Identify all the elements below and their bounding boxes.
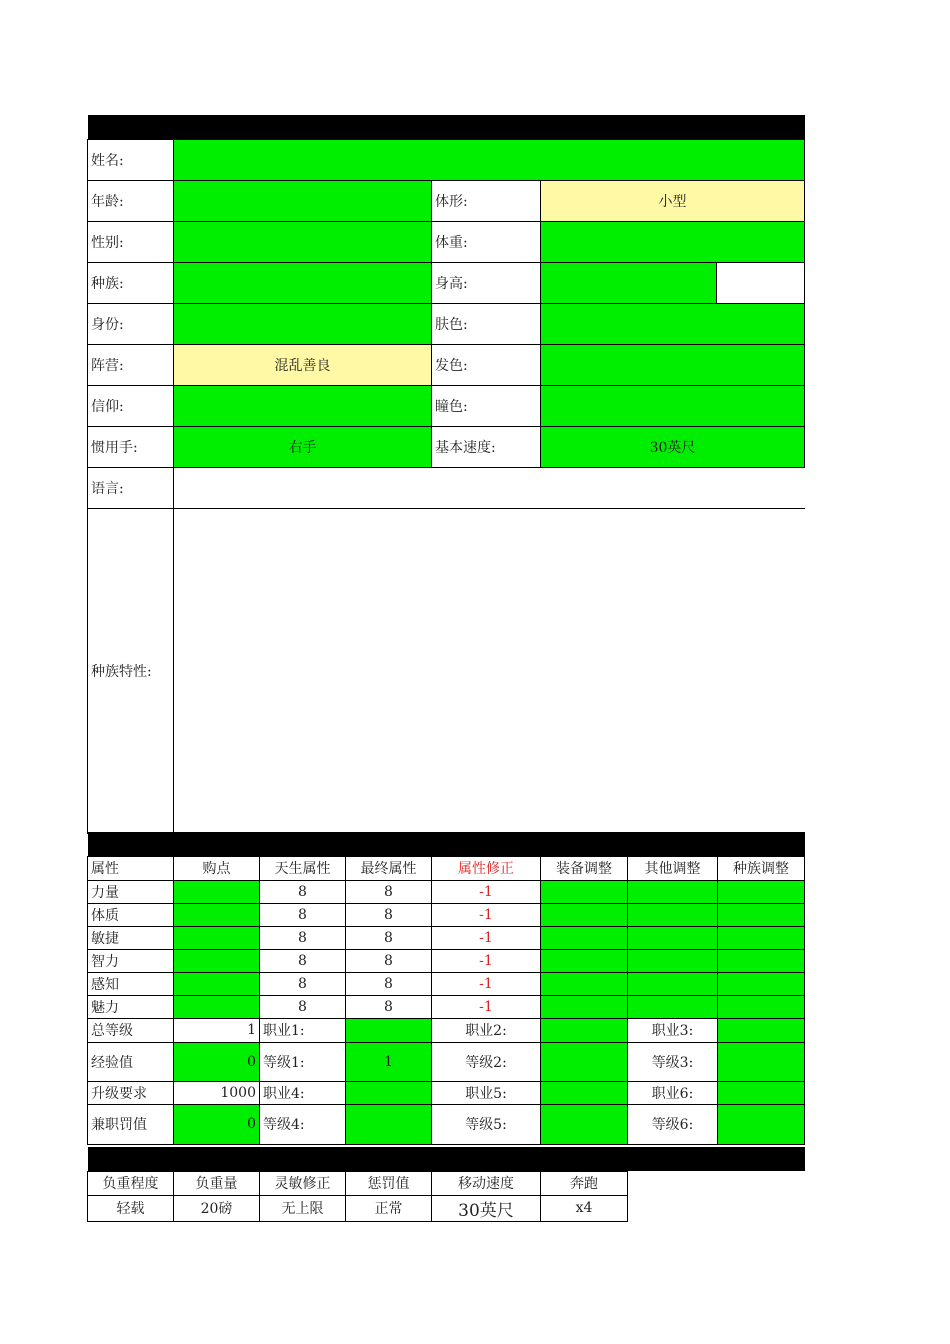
attribute-name: 敏捷	[88, 926, 174, 949]
col-equipment: 装备调整	[541, 856, 628, 880]
level5-field[interactable]	[541, 1104, 628, 1144]
xp-label: 经验值	[88, 1042, 174, 1081]
race-cell[interactable]	[718, 926, 805, 949]
equipment-cell[interactable]	[541, 949, 628, 972]
attribute-name: 智力	[88, 949, 174, 972]
height-unit-field[interactable]	[717, 262, 805, 303]
table-row	[88, 880, 805, 903]
level1-field[interactable]: 1	[346, 1042, 432, 1081]
buy-cell[interactable]	[174, 903, 260, 926]
level4-label: 等级4:	[260, 1104, 346, 1144]
modifier-cell: -1	[432, 880, 541, 903]
equipment-cell[interactable]	[541, 972, 628, 995]
dex-modifier-value: 无上限	[260, 1195, 346, 1221]
attributes-section	[87, 832, 804, 1145]
attributes-header-bar	[88, 832, 805, 856]
table-row	[88, 926, 805, 949]
eye-label: 瞳色:	[432, 385, 541, 426]
run-value: x4	[541, 1195, 628, 1221]
class1-field[interactable]	[346, 1018, 432, 1042]
gender-label: 性别:	[88, 221, 174, 262]
attributes-table	[87, 832, 805, 1145]
level3-label: 等级3:	[628, 1042, 718, 1081]
hair-label: 发色:	[432, 344, 541, 385]
table-row	[88, 972, 805, 995]
level4-field[interactable]	[346, 1104, 432, 1144]
faith-field[interactable]	[174, 385, 432, 426]
equipment-cell[interactable]	[541, 903, 628, 926]
multiclass-penalty-field[interactable]: 0	[174, 1104, 260, 1144]
xp-field[interactable]: 0	[174, 1042, 260, 1081]
language-label: 语言:	[88, 467, 174, 508]
class5-label: 职业5:	[432, 1081, 541, 1104]
buy-cell[interactable]	[174, 995, 260, 1018]
gender-field[interactable]	[174, 221, 432, 262]
identity-field[interactable]	[174, 303, 432, 344]
age-label: 年龄:	[88, 180, 174, 221]
age-field[interactable]	[174, 180, 432, 221]
class4-label: 职业4:	[260, 1081, 346, 1104]
height-label: 身高:	[432, 262, 541, 303]
traits-field[interactable]	[174, 508, 805, 834]
character-sheet	[87, 115, 804, 834]
table-row	[88, 949, 805, 972]
class5-field[interactable]	[541, 1081, 628, 1104]
skin-field[interactable]	[541, 303, 805, 344]
modifier-cell: -1	[432, 995, 541, 1018]
col-race: 种族调整	[718, 856, 805, 880]
other-cell[interactable]	[628, 995, 718, 1018]
class3-label: 职业3:	[628, 1018, 718, 1042]
innate-cell: 8	[260, 972, 346, 995]
innate-cell: 8	[260, 926, 346, 949]
traits-label: 种族特性:	[88, 508, 174, 834]
empty-cell	[628, 1195, 805, 1221]
speed-field[interactable]: 30英尺	[541, 426, 805, 467]
attribute-name: 魅力	[88, 995, 174, 1018]
buy-cell[interactable]	[174, 880, 260, 903]
modifier-cell: -1	[432, 949, 541, 972]
final-cell: 8	[346, 880, 432, 903]
buy-cell[interactable]	[174, 926, 260, 949]
load-level-value: 轻载	[88, 1195, 174, 1221]
table-row	[88, 903, 805, 926]
level1-label: 等级1:	[260, 1042, 346, 1081]
skin-label: 肤色:	[432, 303, 541, 344]
race-cell[interactable]	[718, 880, 805, 903]
innate-cell: 8	[260, 880, 346, 903]
class4-field[interactable]	[346, 1081, 432, 1104]
col-load-level: 负重程度	[88, 1171, 174, 1195]
levels-row	[88, 1018, 805, 1042]
basic-info-table	[87, 115, 805, 834]
hair-field[interactable]	[541, 344, 805, 385]
levels-row	[88, 1081, 805, 1104]
col-modifier: 属性修正	[432, 856, 541, 880]
name-label: 姓名:	[88, 139, 174, 180]
level5-label: 等级5:	[432, 1104, 541, 1144]
alignment-label: 阵营:	[88, 344, 174, 385]
levels-row	[88, 1104, 805, 1144]
col-buy: 购点	[174, 856, 260, 880]
table-row	[88, 995, 805, 1018]
header-bar	[88, 115, 805, 139]
equipment-cell[interactable]	[541, 995, 628, 1018]
innate-cell: 8	[260, 995, 346, 1018]
level2-field[interactable]	[541, 1042, 628, 1081]
name-field[interactable]	[174, 139, 805, 180]
final-cell: 8	[346, 926, 432, 949]
load-header-row	[88, 1171, 805, 1195]
race-cell[interactable]	[718, 903, 805, 926]
other-cell[interactable]	[628, 880, 718, 903]
attributes-header-row	[88, 856, 805, 880]
race-cell[interactable]	[718, 995, 805, 1018]
level3-field[interactable]	[718, 1042, 805, 1081]
eye-field[interactable]	[541, 385, 805, 426]
class6-label: 职业6:	[628, 1081, 718, 1104]
col-other: 其他调整	[628, 856, 718, 880]
race-cell[interactable]	[718, 949, 805, 972]
height-field[interactable]	[541, 262, 717, 303]
col-final: 最终属性	[346, 856, 432, 880]
other-cell[interactable]	[628, 949, 718, 972]
attribute-name: 感知	[88, 972, 174, 995]
other-cell[interactable]	[628, 926, 718, 949]
total-level-value: 1	[174, 1018, 260, 1042]
speed-label: 基本速度:	[432, 426, 541, 467]
class2-label: 职业2:	[432, 1018, 541, 1042]
total-level-label: 总等级	[88, 1018, 174, 1042]
requirement-value: 1000	[174, 1081, 260, 1104]
class3-field[interactable]	[718, 1018, 805, 1042]
equipment-cell[interactable]	[541, 880, 628, 903]
modifier-cell: -1	[432, 926, 541, 949]
col-move-speed: 移动速度	[432, 1171, 541, 1195]
weight-field[interactable]	[541, 221, 805, 262]
innate-cell: 8	[260, 903, 346, 926]
penalty-value: 正常	[346, 1195, 432, 1221]
multiclass-penalty-label: 兼职罚值	[88, 1104, 174, 1144]
col-innate: 天生属性	[260, 856, 346, 880]
col-load-amount: 负重量	[174, 1171, 260, 1195]
faith-label: 信仰:	[88, 385, 174, 426]
other-cell[interactable]	[628, 903, 718, 926]
weight-label: 体重:	[432, 221, 541, 262]
col-attribute: 属性	[88, 856, 174, 880]
col-penalty: 惩罚值	[346, 1171, 432, 1195]
alignment-field[interactable]: 混乱善良	[174, 344, 432, 385]
buy-cell[interactable]	[174, 949, 260, 972]
size-label: 体形:	[432, 180, 541, 221]
race-label: 种族:	[88, 262, 174, 303]
levels-row	[88, 1042, 805, 1081]
load-table	[87, 1147, 805, 1222]
attribute-name: 体质	[88, 903, 174, 926]
class2-field[interactable]	[541, 1018, 628, 1042]
class6-field[interactable]	[718, 1081, 805, 1104]
race-cell[interactable]	[718, 972, 805, 995]
equipment-cell[interactable]	[541, 926, 628, 949]
requirement-label: 升级要求	[88, 1081, 174, 1104]
final-cell: 8	[346, 903, 432, 926]
load-amount-value: 20磅	[174, 1195, 260, 1221]
identity-label: 身份:	[88, 303, 174, 344]
level2-label: 等级2:	[432, 1042, 541, 1081]
other-cell[interactable]	[628, 972, 718, 995]
load-header-bar	[88, 1147, 805, 1171]
col-run: 奔跑	[541, 1171, 628, 1195]
size-field[interactable]: 小型	[541, 180, 805, 221]
innate-cell: 8	[260, 949, 346, 972]
attribute-name: 力量	[88, 880, 174, 903]
hand-label: 惯用手:	[88, 426, 174, 467]
move-speed-value: 30英尺	[432, 1195, 541, 1221]
buy-cell[interactable]	[174, 972, 260, 995]
final-cell: 8	[346, 995, 432, 1018]
col-dex-modifier: 灵敏修正	[260, 1171, 346, 1195]
empty-cell	[628, 1171, 805, 1195]
load-values-row	[88, 1195, 805, 1221]
level6-label: 等级6:	[628, 1104, 718, 1144]
modifier-cell: -1	[432, 972, 541, 995]
race-field[interactable]	[174, 262, 432, 303]
final-cell: 8	[346, 972, 432, 995]
hand-field[interactable]: 右手	[174, 426, 432, 467]
modifier-cell: -1	[432, 903, 541, 926]
language-field[interactable]	[174, 467, 805, 508]
final-cell: 8	[346, 949, 432, 972]
level6-field[interactable]	[718, 1104, 805, 1144]
load-section	[87, 1147, 804, 1222]
class1-label: 职业1:	[260, 1018, 346, 1042]
